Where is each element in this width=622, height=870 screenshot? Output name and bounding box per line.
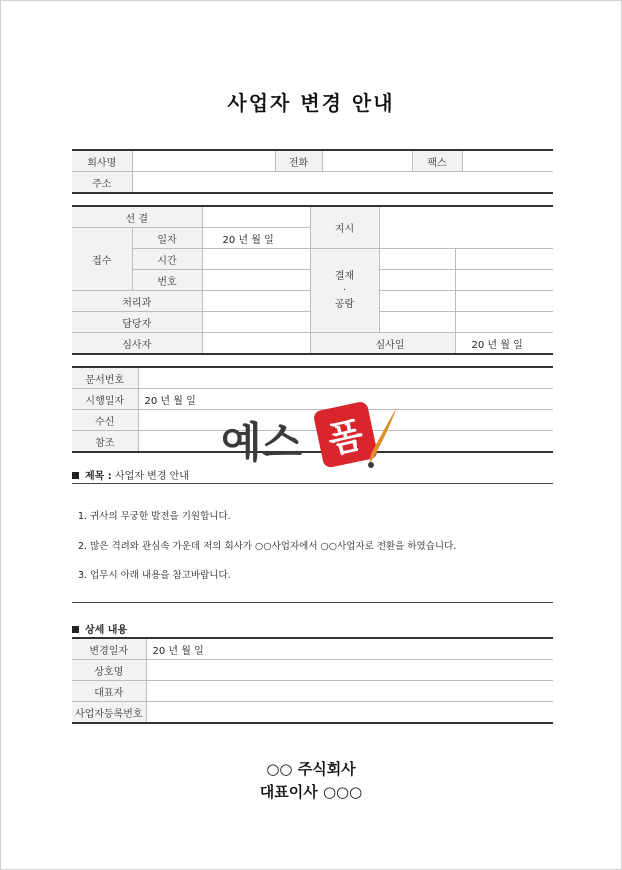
approval-cell-1[interactable] — [379, 249, 455, 270]
page-title: 사업자 변경 안내 — [227, 91, 395, 115]
processing-dept-label: 처리과 — [72, 291, 202, 312]
person-in-charge-label: 담당자 — [72, 312, 202, 333]
reviewer-label: 심사자 — [72, 333, 202, 355]
approval-cell-8[interactable] — [455, 312, 553, 333]
review-date-label: 심사일 — [310, 333, 455, 355]
reg-number-label: 사업자등록번호 — [72, 702, 146, 724]
change-date-label: 변경일자 — [72, 638, 146, 660]
instruction-label: 지시 — [310, 206, 379, 249]
representative-field[interactable] — [146, 681, 553, 702]
effective-date-field[interactable]: 20 년 월 일 — [138, 389, 553, 410]
approval-cooperation-label — [310, 249, 379, 333]
reg-number-field[interactable] — [146, 702, 553, 724]
time-field[interactable] — [202, 249, 310, 270]
trade-name-label: 상호명 — [72, 660, 146, 681]
processing-dept-field[interactable] — [202, 291, 310, 312]
review-date-field[interactable]: 20 년 월 일 — [455, 333, 553, 355]
details-section-label: 상세 내용 — [85, 625, 128, 636]
decision-field[interactable] — [202, 206, 310, 228]
representative-label: 대표자 — [72, 681, 146, 702]
phone-field[interactable] — [322, 150, 412, 172]
instruction-field[interactable] — [379, 206, 553, 249]
bullet-square-icon — [72, 472, 79, 479]
number-label: 번호 — [132, 270, 202, 291]
decision-label: 선 결 — [72, 206, 202, 228]
subject-value: 사업자 변경 안내 — [111, 471, 189, 482]
divider — [72, 483, 553, 484]
details-table — [72, 637, 553, 724]
divider — [72, 602, 553, 603]
date-field[interactable]: 20 년 월 일 — [202, 228, 310, 249]
footer-ceo: 대표이사 ○○○ — [259, 783, 363, 801]
change-date-field[interactable]: 20 년 월 일 — [146, 638, 553, 660]
watermark-text-badge: 폼 — [324, 414, 368, 462]
reviewer-field[interactable] — [202, 333, 310, 355]
quill-dot-icon — [368, 462, 374, 468]
subject-label: 제목 : — [85, 471, 112, 482]
recipient-label: 수신 — [72, 410, 138, 431]
approval-cell-7[interactable] — [379, 312, 455, 333]
body-item: 1. 귀사의 무궁한 발전을 기원합니다. — [78, 511, 231, 522]
approval-cell-2[interactable] — [455, 249, 553, 270]
watermark-text-left: 예스 — [221, 418, 303, 467]
number-field[interactable] — [202, 270, 310, 291]
fax-field[interactable] — [462, 150, 553, 172]
approval-label: 결재 — [334, 270, 355, 282]
date-label: 일자 — [132, 228, 202, 249]
effective-date-label: 시행일자 — [72, 389, 138, 410]
doc-number-label: 문서번호 — [72, 367, 138, 389]
subject-line — [72, 467, 189, 482]
company-name-label: 회사명 — [72, 150, 132, 172]
approval-cell-5[interactable] — [379, 291, 455, 312]
body-item: 2. 많은 격려와 관심속 가운데 저의 회사가 ○○사업자에서 ○○사업자로 전환을 하였습니다. — [78, 541, 457, 552]
details-section-heading — [72, 621, 127, 636]
cooperation-label: 공람 — [334, 298, 355, 310]
trade-name-field[interactable] — [146, 660, 553, 681]
fax-label: 팩스 — [412, 150, 462, 172]
yesform-watermark-logo — [219, 399, 399, 474]
footer-company: ○○ 주식회사 — [266, 760, 356, 778]
approval-cell-4[interactable] — [455, 270, 553, 291]
bullet-square-icon — [72, 626, 79, 633]
doc-number-field[interactable] — [138, 367, 553, 389]
receipt-label: 접수 — [72, 228, 132, 291]
time-label: 시간 — [132, 249, 202, 270]
person-in-charge-field[interactable] — [202, 312, 310, 333]
approval-dot: · — [342, 284, 347, 296]
phone-label: 전화 — [275, 150, 322, 172]
company-info-table — [72, 149, 553, 194]
address-label: 주소 — [72, 172, 132, 194]
company-name-field[interactable] — [132, 150, 275, 172]
reference-label: 참조 — [72, 431, 138, 453]
body-item: 3. 업무시 아래 내용을 참고바랍니다. — [78, 570, 231, 581]
approval-cell-6[interactable] — [455, 291, 553, 312]
address-field[interactable] — [132, 172, 553, 194]
approval-table — [72, 205, 553, 355]
approval-cell-3[interactable] — [379, 270, 455, 291]
